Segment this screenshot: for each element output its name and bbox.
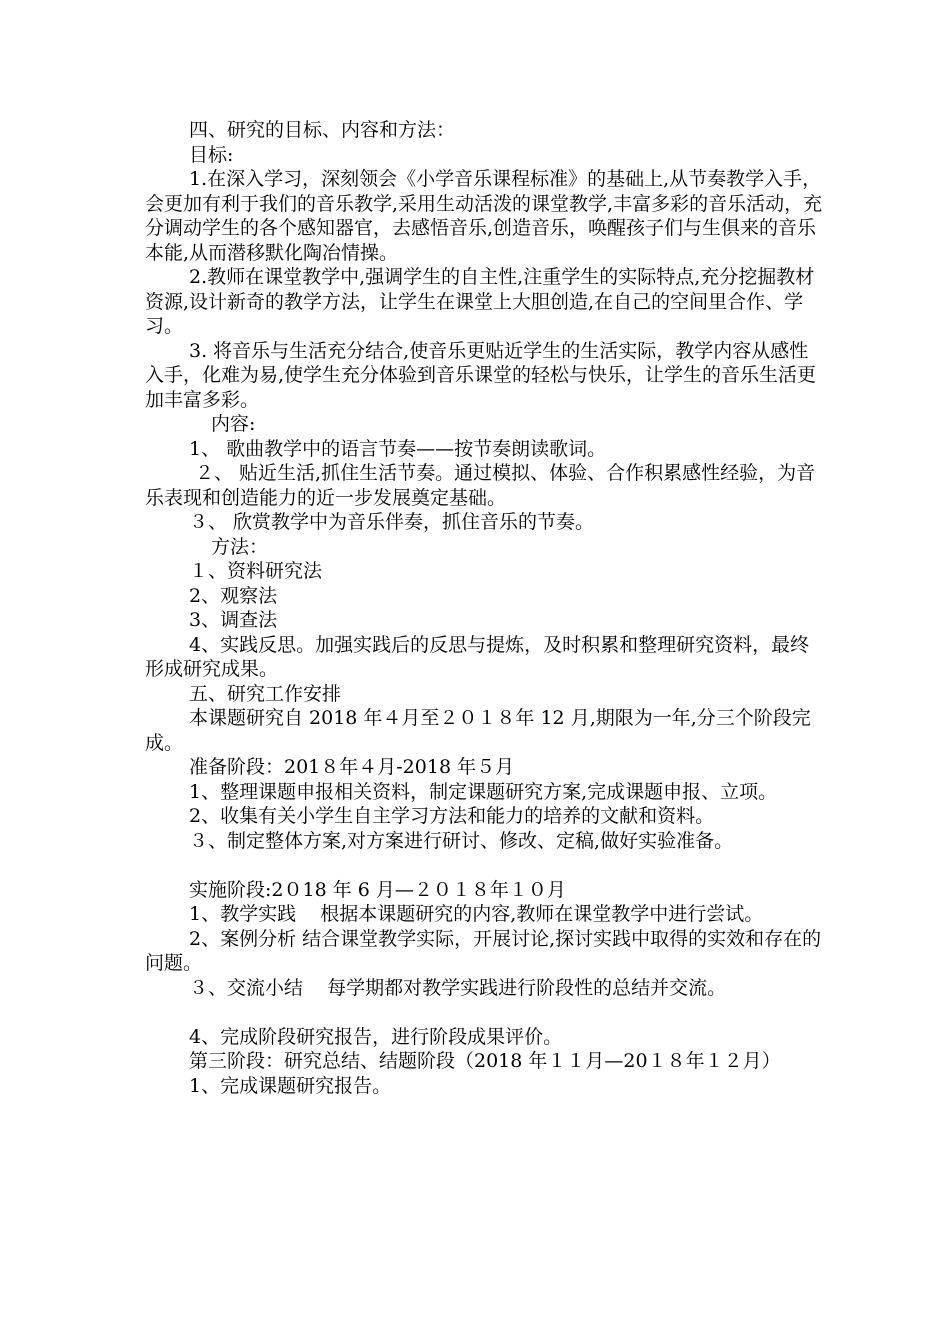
section-5-heading: 五、研究工作安排	[189, 682, 342, 705]
content-item-3: ３、 欣赏教学中为音乐伴奏，抓住音乐的节奏。	[189, 511, 595, 533]
method-item-3: 3、调查法	[189, 609, 278, 631]
impl-item-2: 2、案例分析 结合课堂教学实际，开展讨论,探讨实践中取得的实效和存在的问题。	[145, 927, 822, 974]
blank-line	[145, 1000, 825, 1025]
goal-paragraph-2: 2.教师在课堂教学中,强调学生的自主性,注重学生的实际特点,充分挖掘教材资源,设计新奇的教学方法，让学生在课堂上大胆创造,在自己的空间里合作、学习。	[145, 266, 815, 337]
method-item-1: １、资料研究法	[189, 560, 323, 582]
content-item-2: ２、 贴近生活,抓住生活节奏。通过模拟、体验、合作积累感性经验，为音乐表现和创造能力的近一步发展奠定基础。	[145, 462, 816, 509]
content-label: 内容:	[211, 413, 256, 435]
section-4-heading: 四、研究的目标、内容和方法：	[189, 119, 456, 141]
goal-paragraph-3: 3. 将音乐与生活充分结合,使音乐更贴近学生的生活实际，教学内容从感性入手，化难为易,使学生充分体验到音乐课堂的轻松与快乐，让学生的音乐生活更加丰富多彩。	[145, 339, 817, 411]
prep-item-3: ３、制定整体方案,对方案进行研讨、修改、定稿,做好实验准备。	[189, 829, 734, 852]
impl-item-3: ３、交流小结 每学期都对教学实践进行阶段性的总结并交流。	[189, 976, 727, 999]
methods-label: 方法：	[211, 535, 269, 558]
impl-stage-label: 实施阶段:2０18 年 6 月—２０１８年１０月	[189, 878, 566, 901]
prep-item-2: 2、收集有关小学生自主学习方法和能力的培养的文献和资料。	[189, 805, 715, 827]
goals-label: 目标:	[189, 143, 234, 166]
prep-stage-label: 准备阶段：201８年４月-2018 年５月	[189, 756, 515, 778]
impl-item-4: 4、完成阶段研究报告，进行阶段成果评价。	[189, 1025, 563, 1048]
prep-item-1: 1、整理课题申报相关资料，制定课题研究方案,完成课题申报、立项。	[189, 780, 778, 803]
method-item-4: 4、实践反思。加强实践后的反思与提炼，及时积累和整理研究资料，最终形成研究成果。	[145, 633, 810, 680]
final-stage-label: 第三阶段：研究总结、结题阶段（2018 年１１月—20１８年１２月）	[189, 1050, 781, 1072]
blank-line	[145, 853, 825, 878]
impl-item-1: 1、教学实践 根据本课题研究的内容,教师在课堂教学中进行尝试。	[189, 903, 764, 925]
document-page	[145, 118, 825, 1098]
content-item-1: 1、 歌曲教学中的语言节奏——按节奏朗读歌词。	[189, 437, 607, 460]
goal-paragraph-1: 1.在深入学习，深刻领会《小学音乐课程标准》的基础上,从节奏教学入手，会更加有利于我们的音乐教学,采用生动活泼的课堂教学,丰富多彩的音乐活动，充分调动学生的各个感知器官，去感悟音乐,创造音乐，唤醒孩子们与生俱来的音乐本能,从而潜移默化陶冶情操。	[145, 168, 823, 264]
final-item-1: 1、完成课题研究报告。	[189, 1074, 392, 1097]
method-item-2: 2、观察法	[189, 584, 278, 607]
schedule-intro: 本课题研究自 2018 年４月至２０１８年 12 月,期限为一年,分三个阶段完成。	[145, 707, 811, 754]
